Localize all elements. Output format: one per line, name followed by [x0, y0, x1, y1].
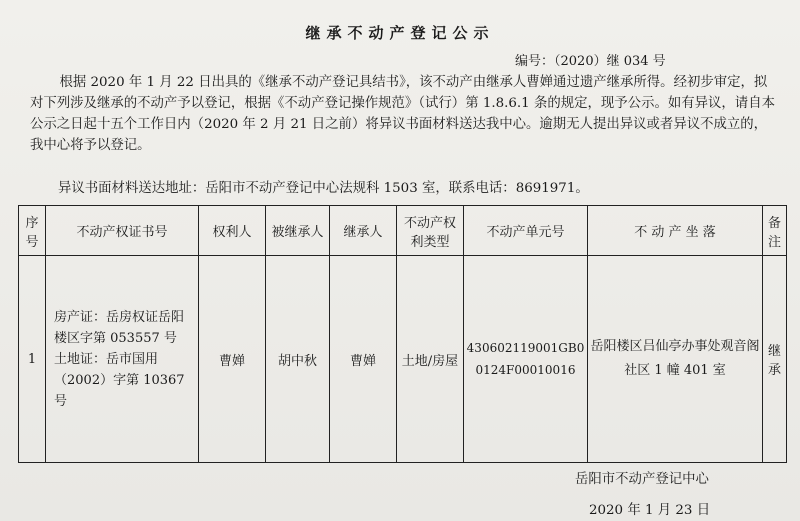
- registration-table: [18, 205, 787, 463]
- header-cert: 不动产权证书号: [46, 206, 199, 256]
- remark: 继承: [763, 256, 787, 463]
- objection-address: 异议书面材料送达地址：岳阳市不动产登记中心法规科 1503 室，联系电话：8691971。: [58, 181, 589, 196]
- land-cert: 土地证：岳市国用（2002）字第 10367 号: [54, 351, 185, 409]
- right-holder: 曹婵: [199, 256, 266, 463]
- heir: 曹婵: [330, 256, 397, 463]
- page-title: 继承不动产登记公示: [305, 24, 495, 42]
- notice-body: 根据 2020 年 1 月 22 日出具的《继承不动产登记具结书》，该不动产由继承人曹婵通过遗产继承所得。经初步审定，拟对下列涉及继承的不动产予以登记，根据《不动产登记操作规范》（试行）第 1.8.6.1 条的规定，现予公示。如有异议，请自本公示之日起十五个工作日内（2020 年 2 月 21 日之前）将异议书面材料送达我中心。逾期无人提出异议或者异议不成立的，我中心将予以登记。: [30, 75, 775, 153]
- property-location: 岳阳楼区吕仙亭办事处观音阁社区 1 幢 401 室: [588, 256, 763, 463]
- header-decedent: 被继承人: [266, 206, 330, 256]
- header-no: 序号: [19, 206, 46, 256]
- decedent: 胡中秋: [266, 256, 330, 463]
- header-heir: 继承人: [330, 206, 397, 256]
- cert-cell: [46, 256, 199, 463]
- document-number: 编号：（2020）继 034 号: [515, 54, 666, 69]
- header-right-type: 不动产权利类型: [397, 206, 464, 256]
- header-unit-no: 不动产单元号: [464, 206, 588, 256]
- house-cert: 房产证：岳房权证岳阳楼区字第 053557 号: [54, 309, 185, 346]
- issuing-organization: 岳阳市不动产登记中心: [575, 472, 709, 487]
- table-header-row: [19, 206, 787, 256]
- header-location: 不 动 产 坐 落: [588, 206, 763, 256]
- unit-number: 430602119001GB00124F00010016: [464, 256, 588, 463]
- header-right-holder: 权利人: [199, 206, 266, 256]
- table-row: [19, 256, 787, 463]
- issue-date: 2020 年 1 月 23 日: [589, 503, 711, 518]
- row-no: 1: [19, 256, 46, 463]
- right-type: 土地/房屋: [397, 256, 464, 463]
- header-remark: 备注: [763, 206, 787, 256]
